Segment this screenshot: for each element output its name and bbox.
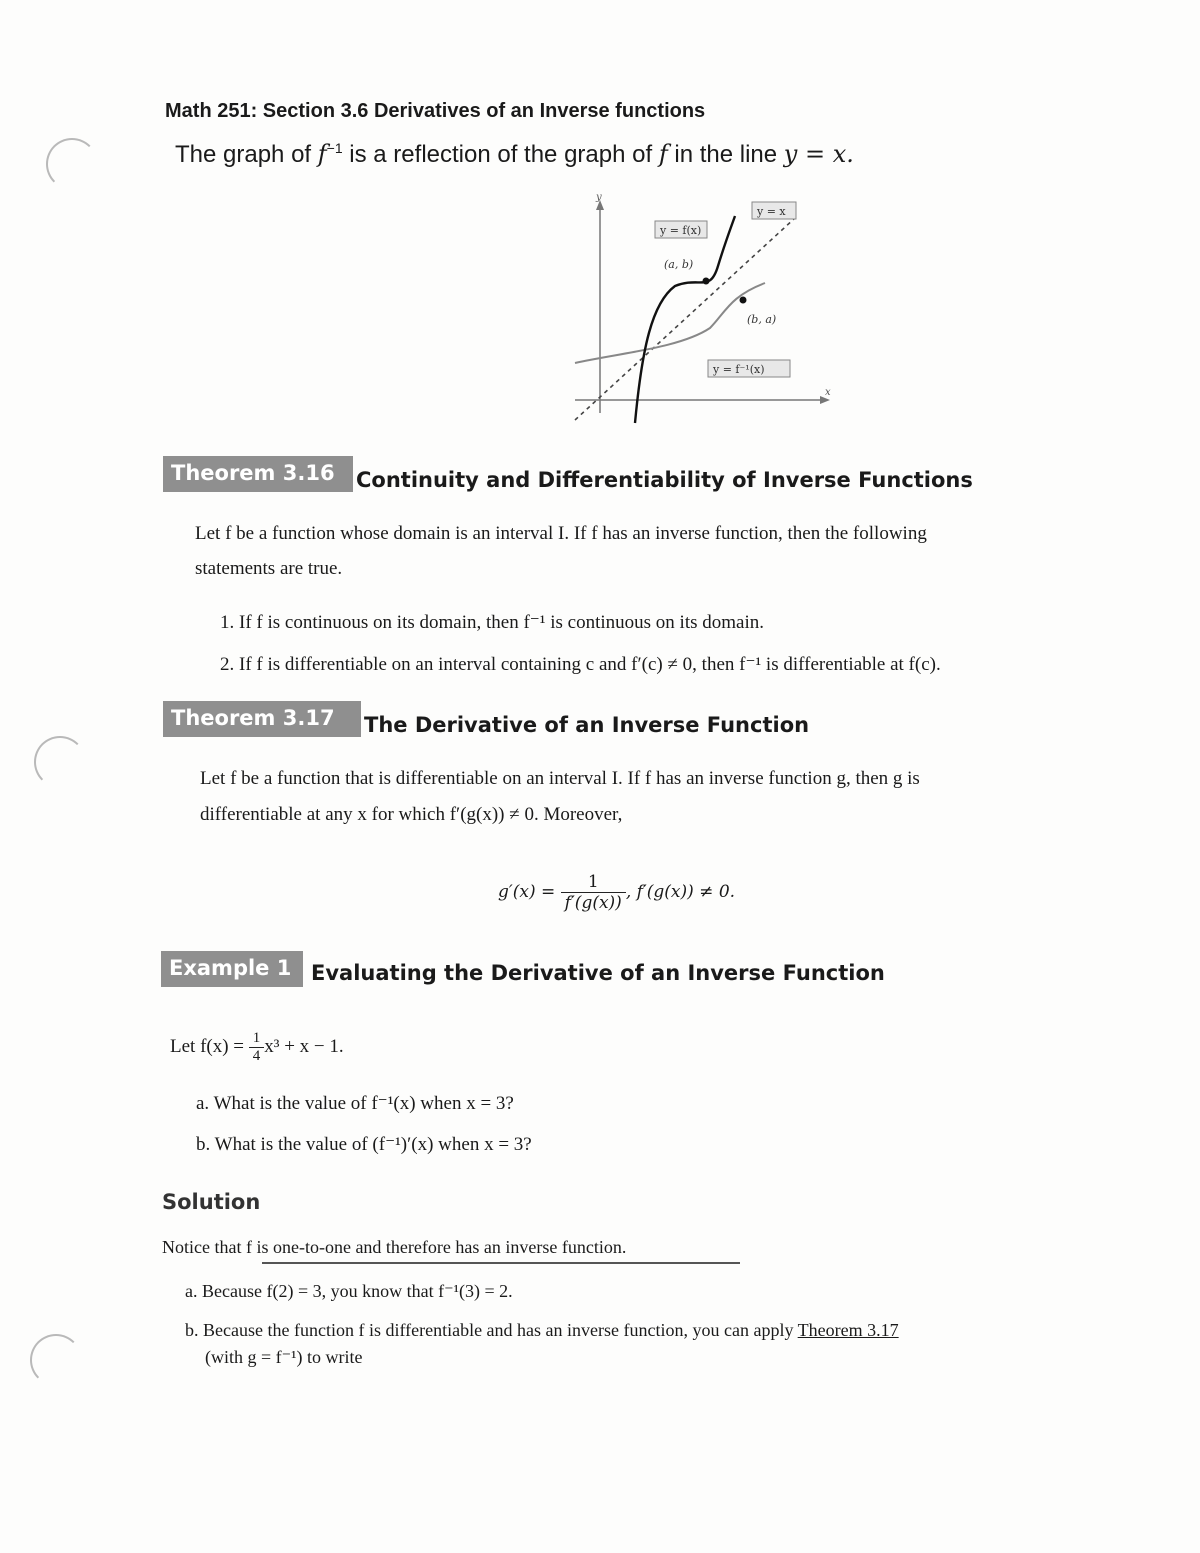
label-f-inverse: y = f⁻¹(x) [713,363,765,376]
example-1-function [170,1030,344,1065]
formula-fraction [561,872,626,913]
theorem-3-16-item2: 2. If f is differentiable on an interval containing c and f′(c) ≠ 0, then f⁻¹ is differentiable at f(c). [220,654,941,675]
example-1-tag: Example 1 [161,951,303,987]
solution-part-b [185,1320,899,1341]
inverse-reflection-figure [560,188,840,428]
example-1-part-a: a. What is the value of f⁻¹(x) when x = 3? [196,1093,514,1114]
solution-notice: Notice that f is one-to-one and therefore has an inverse function. [162,1237,627,1257]
theorem-3-16-body-line1: Let f be a function whose domain is an interval I. If f has an inverse function, then the following [195,523,927,544]
solution-part-b-line2: (with g = f⁻¹) to write [205,1347,363,1367]
pencil-underline [262,1262,740,1264]
intro-text-suffix: in the line [667,141,784,168]
point-ba [740,297,747,304]
let-denominator: 4 [252,1048,261,1064]
point-ab [703,278,710,285]
label-f: y = f(x) [660,224,702,237]
theorem-3-17-title: The Derivative of an Inverse Function [364,713,810,737]
intro-text-mid: is a reflection of the graph of [342,141,659,168]
intro-text-prefix: The graph of [175,141,318,168]
punch-hole-bottom [30,1334,82,1386]
label-y-equals-x: y = x [757,205,786,218]
theorem-3-17-formula [498,872,735,913]
theorem-3-17-body-line2: differentiable at any x for which f′(g(x)) ≠ 0. Moreover, [200,804,623,825]
punch-hole-top [46,138,98,190]
formula-denominator: f′(g(x)) [564,893,622,913]
page-title: Math 251: Section 3.6 Derivatives of an Inverse functions [165,100,706,122]
intro-equation: y = x. [783,140,854,168]
let-fraction [249,1030,265,1065]
solution-part-a: a. Because f(2) = 3, you know that f⁻¹(3) = 2. [185,1281,513,1301]
let-suffix: x³ + x − 1. [264,1035,344,1057]
theorem-3-17-tag: Theorem 3.17 [163,701,361,737]
theorem-3-17-body-line1: Let f be a function that is differentiable on an interval I. If f has an inverse function g, then g is [200,768,920,789]
function-curve [635,216,735,423]
let-prefix: Let f(x) = [170,1035,249,1057]
solution-heading: Solution [162,1190,261,1214]
formula-rhs: , f′(g(x)) ≠ 0. [625,882,736,902]
intro-f2: f [658,140,668,168]
intro-statement [175,140,854,169]
formula-numerator: 1 [561,872,626,893]
theorem-3-16-item1: 1. If f is continuous on its domain, then f⁻¹ is continuous on its domain. [220,612,764,633]
formula-lhs: g′(x) = [498,882,561,902]
example-1-title: Evaluating the Derivative of an Inverse Function [311,961,885,985]
intro-inverse-sup: −1 [326,140,343,156]
let-numerator: 1 [249,1030,265,1048]
theorem-3-16-body-line2: statements are true. [195,558,343,579]
example-1-part-b: b. What is the value of (f⁻¹)′(x) when x = 3? [196,1134,532,1155]
theorem-3-16-tag: Theorem 3.16 [163,456,353,492]
intro-f: f [317,140,327,168]
y-axis-label: y [596,192,602,203]
punch-hole-middle [34,736,86,788]
x-axis-label: x [825,387,831,398]
solution-part-b-text: b. Because the function f is differentiable and has an inverse function, you can apply [185,1320,798,1340]
inverse-function-curve [575,283,765,363]
label-ab: (a, b) [664,258,694,271]
theorem-3-16-title: Continuity and Differentiability of Inverse Functions [356,468,973,492]
theorem-3-17-link[interactable]: Theorem 3.17 [797,1320,899,1340]
label-ba: (b, a) [747,313,777,326]
